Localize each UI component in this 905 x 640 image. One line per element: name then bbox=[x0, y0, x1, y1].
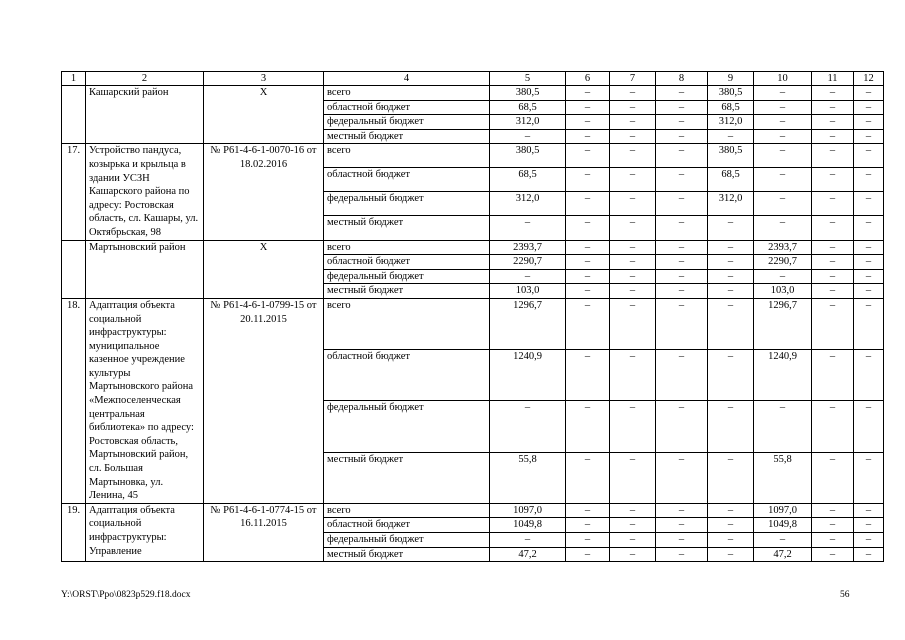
amount-cell: – bbox=[566, 533, 610, 548]
amount-cell: – bbox=[610, 216, 656, 240]
amount-cell: – bbox=[656, 269, 708, 284]
amount-cell: – bbox=[754, 86, 812, 101]
document-number: Х bbox=[204, 86, 324, 144]
amount-cell: 103,0 bbox=[754, 284, 812, 299]
amount-cell: – bbox=[754, 129, 812, 144]
amount-cell: 68,5 bbox=[708, 168, 754, 192]
funding-source: федеральный бюджет bbox=[324, 269, 490, 284]
amount-cell: – bbox=[708, 350, 754, 401]
amount-cell: – bbox=[566, 192, 610, 216]
table-row bbox=[62, 503, 884, 518]
amount-cell: – bbox=[754, 144, 812, 168]
amount-cell: – bbox=[610, 452, 656, 503]
amount-cell: – bbox=[610, 269, 656, 284]
amount-cell: – bbox=[812, 547, 854, 562]
amount-cell: – bbox=[610, 350, 656, 401]
amount-cell: – bbox=[854, 350, 884, 401]
amount-cell: 2290,7 bbox=[754, 255, 812, 270]
amount-cell: – bbox=[708, 129, 754, 144]
amount-cell: – bbox=[656, 284, 708, 299]
col-header: 3 bbox=[204, 72, 324, 86]
amount-cell: – bbox=[812, 100, 854, 115]
amount-cell: – bbox=[566, 547, 610, 562]
amount-cell: – bbox=[854, 100, 884, 115]
object-name: Адаптация объекта социальной инфраструктуры: Управление bbox=[86, 503, 204, 561]
amount-cell: – bbox=[812, 452, 854, 503]
amount-cell: – bbox=[854, 452, 884, 503]
funding-source: местный бюджет bbox=[324, 129, 490, 144]
amount-cell: – bbox=[490, 269, 566, 284]
amount-cell: – bbox=[566, 240, 610, 255]
amount-cell: – bbox=[854, 547, 884, 562]
object-name: Адаптация объекта социальной инфраструктуры: муниципальное казенное учреждение культуры Мартыновского района «Межпоселенческая центральная библиотека» по адресу: Ростовская область, Мартыновский район, сл. Большая Мартыновка, ул. Ленина, 45 bbox=[86, 298, 204, 503]
amount-cell: 1097,0 bbox=[754, 503, 812, 518]
row-number bbox=[62, 240, 86, 298]
amount-cell: – bbox=[490, 533, 566, 548]
amount-cell: 380,5 bbox=[490, 86, 566, 101]
page-number: 56 bbox=[840, 590, 850, 600]
col-header: 2 bbox=[86, 72, 204, 86]
amount-cell: – bbox=[656, 350, 708, 401]
amount-cell: – bbox=[854, 401, 884, 452]
amount-cell: – bbox=[812, 168, 854, 192]
col-header: 1 bbox=[62, 72, 86, 86]
amount-cell: – bbox=[854, 284, 884, 299]
amount-cell: – bbox=[610, 168, 656, 192]
amount-cell: – bbox=[490, 401, 566, 452]
amount-cell: – bbox=[656, 518, 708, 533]
amount-cell: – bbox=[854, 533, 884, 548]
amount-cell: – bbox=[812, 240, 854, 255]
amount-cell: – bbox=[490, 129, 566, 144]
amount-cell: – bbox=[708, 547, 754, 562]
amount-cell: – bbox=[610, 100, 656, 115]
amount-cell: – bbox=[656, 192, 708, 216]
amount-cell: – bbox=[854, 168, 884, 192]
document-number: Х bbox=[204, 240, 324, 298]
amount-cell: 68,5 bbox=[708, 100, 754, 115]
amount-cell: – bbox=[854, 240, 884, 255]
amount-cell: – bbox=[566, 452, 610, 503]
amount-cell: – bbox=[854, 129, 884, 144]
amount-cell: – bbox=[812, 86, 854, 101]
object-name: Мартыновский район bbox=[86, 240, 204, 298]
amount-cell: – bbox=[656, 503, 708, 518]
amount-cell: – bbox=[656, 129, 708, 144]
funding-source: федеральный бюджет bbox=[324, 401, 490, 452]
table-body bbox=[62, 86, 884, 562]
amount-cell: – bbox=[610, 298, 656, 349]
amount-cell: – bbox=[854, 255, 884, 270]
col-header: 5 bbox=[490, 72, 566, 86]
amount-cell: – bbox=[610, 129, 656, 144]
amount-cell: – bbox=[566, 401, 610, 452]
amount-cell: 312,0 bbox=[708, 115, 754, 130]
amount-cell: – bbox=[812, 350, 854, 401]
amount-cell: – bbox=[656, 533, 708, 548]
amount-cell: – bbox=[812, 298, 854, 349]
amount-cell: – bbox=[566, 350, 610, 401]
amount-cell: 1240,9 bbox=[754, 350, 812, 401]
funding-source: областной бюджет bbox=[324, 100, 490, 115]
amount-cell: – bbox=[656, 86, 708, 101]
amount-cell: 68,5 bbox=[490, 100, 566, 115]
amount-cell: 312,0 bbox=[708, 192, 754, 216]
amount-cell: – bbox=[610, 533, 656, 548]
amount-cell: – bbox=[566, 216, 610, 240]
amount-cell: – bbox=[754, 216, 812, 240]
amount-cell: – bbox=[812, 255, 854, 270]
amount-cell: – bbox=[656, 115, 708, 130]
header-row bbox=[62, 72, 884, 86]
col-header: 11 bbox=[812, 72, 854, 86]
funding-source: всего bbox=[324, 144, 490, 168]
object-name: Кашарский район bbox=[86, 86, 204, 144]
amount-cell: – bbox=[708, 503, 754, 518]
document-number: № Р61-4-6-1-0070-16 от 18.02.2016 bbox=[204, 144, 324, 240]
amount-cell: – bbox=[708, 284, 754, 299]
row-number: 17. bbox=[62, 144, 86, 240]
amount-cell: – bbox=[566, 284, 610, 299]
amount-cell: – bbox=[754, 168, 812, 192]
amount-cell: – bbox=[610, 86, 656, 101]
amount-cell: 380,5 bbox=[708, 86, 754, 101]
amount-cell: – bbox=[708, 269, 754, 284]
amount-cell: – bbox=[610, 401, 656, 452]
amount-cell: – bbox=[610, 503, 656, 518]
funding-source: всего bbox=[324, 298, 490, 349]
col-header: 7 bbox=[610, 72, 656, 86]
amount-cell: – bbox=[812, 216, 854, 240]
amount-cell: – bbox=[708, 240, 754, 255]
amount-cell: – bbox=[490, 216, 566, 240]
funding-source: местный бюджет bbox=[324, 452, 490, 503]
amount-cell: 55,8 bbox=[754, 452, 812, 503]
amount-cell: – bbox=[656, 547, 708, 562]
amount-cell: – bbox=[708, 216, 754, 240]
amount-cell: 1240,9 bbox=[490, 350, 566, 401]
amount-cell: 312,0 bbox=[490, 192, 566, 216]
funding-source: федеральный бюджет bbox=[324, 192, 490, 216]
col-header: 12 bbox=[854, 72, 884, 86]
amount-cell: – bbox=[754, 115, 812, 130]
funding-source: федеральный бюджет bbox=[324, 533, 490, 548]
amount-cell: – bbox=[812, 269, 854, 284]
amount-cell: – bbox=[854, 518, 884, 533]
funding-source: местный бюджет bbox=[324, 284, 490, 299]
amount-cell: 1049,8 bbox=[490, 518, 566, 533]
amount-cell: – bbox=[566, 269, 610, 284]
amount-cell: 1049,8 bbox=[754, 518, 812, 533]
amount-cell: 2393,7 bbox=[490, 240, 566, 255]
amount-cell: – bbox=[812, 533, 854, 548]
amount-cell: – bbox=[656, 401, 708, 452]
amount-cell: – bbox=[610, 284, 656, 299]
row-number bbox=[62, 86, 86, 144]
col-header: 8 bbox=[656, 72, 708, 86]
amount-cell: – bbox=[754, 533, 812, 548]
amount-cell: – bbox=[854, 144, 884, 168]
amount-cell: – bbox=[812, 503, 854, 518]
amount-cell: – bbox=[610, 518, 656, 533]
funding-source: местный бюджет bbox=[324, 547, 490, 562]
amount-cell: 1296,7 bbox=[754, 298, 812, 349]
amount-cell: 68,5 bbox=[490, 168, 566, 192]
table-row bbox=[62, 298, 884, 349]
footer-file-path: Y:\ORST\Ppo\0823p529.f18.docx bbox=[61, 590, 191, 600]
amount-cell: – bbox=[754, 192, 812, 216]
funding-source: федеральный бюджет bbox=[324, 115, 490, 130]
amount-cell: 2393,7 bbox=[754, 240, 812, 255]
document-number: № Р61-4-6-1-0774-15 от 16.11.2015 bbox=[204, 503, 324, 561]
amount-cell: – bbox=[854, 503, 884, 518]
table-row bbox=[62, 86, 884, 101]
amount-cell: – bbox=[854, 269, 884, 284]
amount-cell: – bbox=[812, 401, 854, 452]
funding-source: всего bbox=[324, 86, 490, 101]
amount-cell: – bbox=[812, 115, 854, 130]
amount-cell: – bbox=[656, 216, 708, 240]
amount-cell: – bbox=[656, 168, 708, 192]
amount-cell: – bbox=[708, 452, 754, 503]
amount-cell: – bbox=[566, 518, 610, 533]
col-header: 6 bbox=[566, 72, 610, 86]
amount-cell: – bbox=[708, 533, 754, 548]
table-row bbox=[62, 144, 884, 168]
amount-cell: 312,0 bbox=[490, 115, 566, 130]
amount-cell: – bbox=[854, 298, 884, 349]
object-name: Устройство пандуса, козырька и крыльца в здании УСЗН Кашарского района по адресу: Ростовская область, сл. Кашары, ул. Октябрьская, 98 bbox=[86, 144, 204, 240]
amount-cell: – bbox=[566, 168, 610, 192]
amount-cell: – bbox=[566, 100, 610, 115]
amount-cell: – bbox=[854, 192, 884, 216]
amount-cell: – bbox=[854, 216, 884, 240]
amount-cell: – bbox=[566, 86, 610, 101]
amount-cell: – bbox=[610, 547, 656, 562]
amount-cell: – bbox=[610, 144, 656, 168]
funding-source: областной бюджет bbox=[324, 518, 490, 533]
amount-cell: 2290,7 bbox=[490, 255, 566, 270]
document-number: № Р61-4-6-1-0799-15 от 20.11.2015 bbox=[204, 298, 324, 503]
funding-source: областной бюджет bbox=[324, 350, 490, 401]
amount-cell: – bbox=[812, 192, 854, 216]
amount-cell: – bbox=[656, 255, 708, 270]
amount-cell: 47,2 bbox=[754, 547, 812, 562]
amount-cell: – bbox=[566, 115, 610, 130]
amount-cell: – bbox=[812, 284, 854, 299]
amount-cell: – bbox=[812, 144, 854, 168]
amount-cell: – bbox=[656, 144, 708, 168]
amount-cell: – bbox=[854, 115, 884, 130]
amount-cell: 1097,0 bbox=[490, 503, 566, 518]
amount-cell: – bbox=[812, 129, 854, 144]
amount-cell: – bbox=[708, 298, 754, 349]
amount-cell: 380,5 bbox=[708, 144, 754, 168]
amount-cell: – bbox=[812, 518, 854, 533]
amount-cell: – bbox=[656, 100, 708, 115]
amount-cell: – bbox=[610, 192, 656, 216]
amount-cell: – bbox=[754, 269, 812, 284]
amount-cell: 47,2 bbox=[490, 547, 566, 562]
amount-cell: – bbox=[708, 401, 754, 452]
amount-cell: 1296,7 bbox=[490, 298, 566, 349]
row-number: 19. bbox=[62, 503, 86, 561]
amount-cell: 103,0 bbox=[490, 284, 566, 299]
col-header: 4 bbox=[324, 72, 490, 86]
table-row bbox=[62, 240, 884, 255]
amount-cell: – bbox=[854, 86, 884, 101]
amount-cell: 55,8 bbox=[490, 452, 566, 503]
budget-table bbox=[61, 71, 884, 562]
row-number: 18. bbox=[62, 298, 86, 503]
amount-cell: – bbox=[566, 255, 610, 270]
funding-source: областной бюджет bbox=[324, 255, 490, 270]
amount-cell: – bbox=[708, 255, 754, 270]
funding-source: областной бюджет bbox=[324, 168, 490, 192]
funding-source: местный бюджет bbox=[324, 216, 490, 240]
amount-cell: – bbox=[708, 518, 754, 533]
col-header: 10 bbox=[754, 72, 812, 86]
amount-cell: – bbox=[754, 401, 812, 452]
amount-cell: – bbox=[656, 240, 708, 255]
col-header: 9 bbox=[708, 72, 754, 86]
amount-cell: – bbox=[656, 452, 708, 503]
amount-cell: – bbox=[610, 255, 656, 270]
funding-source: всего bbox=[324, 240, 490, 255]
amount-cell: – bbox=[610, 240, 656, 255]
amount-cell: – bbox=[610, 115, 656, 130]
amount-cell: – bbox=[566, 129, 610, 144]
amount-cell: – bbox=[566, 298, 610, 349]
funding-source: всего bbox=[324, 503, 490, 518]
amount-cell: – bbox=[566, 503, 610, 518]
amount-cell: – bbox=[566, 144, 610, 168]
amount-cell: 380,5 bbox=[490, 144, 566, 168]
amount-cell: – bbox=[656, 298, 708, 349]
amount-cell: – bbox=[754, 100, 812, 115]
